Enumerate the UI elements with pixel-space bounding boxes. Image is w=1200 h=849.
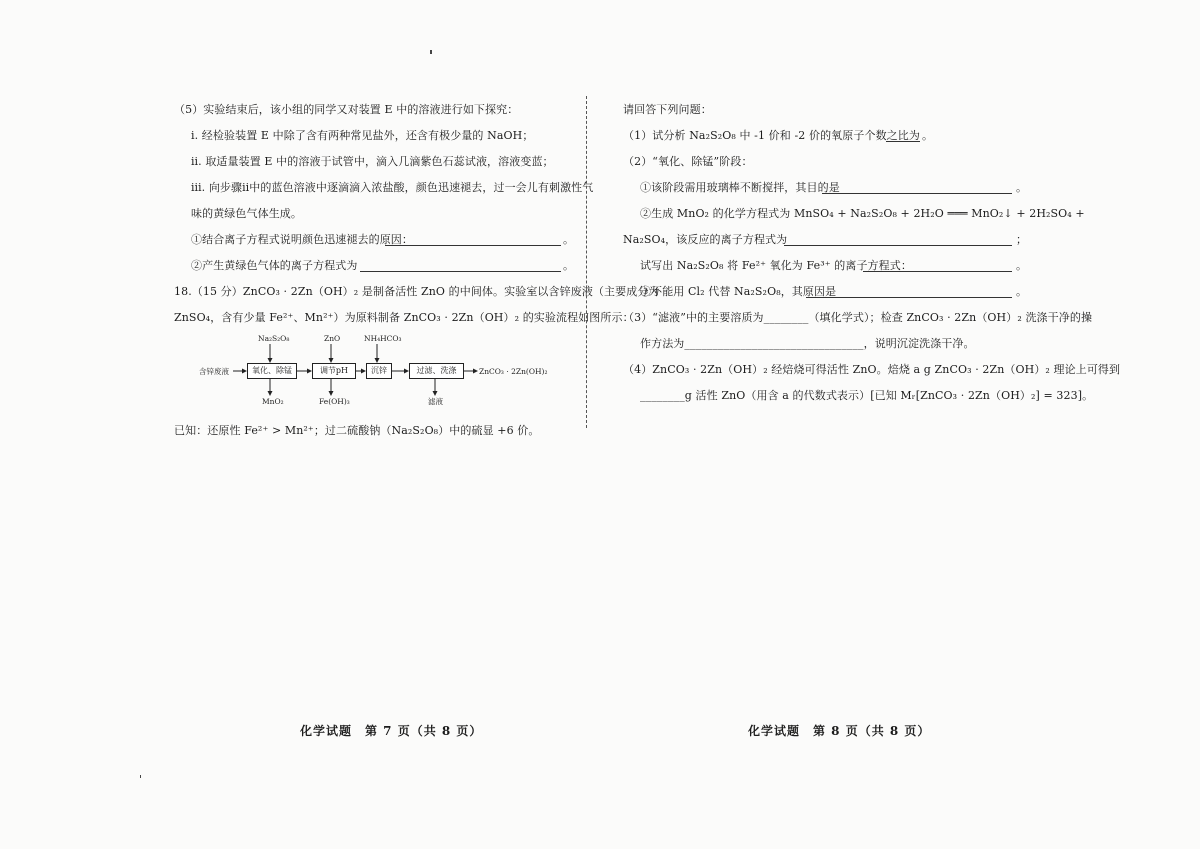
q5-sub2: ②产生黄绿色气体的离子方程式为 bbox=[191, 259, 358, 272]
q5-sub1: ①结合离子方程式说明颜色迅速褪去的原因： bbox=[191, 233, 413, 246]
answer-blank[interactable] bbox=[806, 297, 1012, 298]
q4-cont: ________g 活性 ZnO（用含 a 的代数式表示）[已知 Mᵣ[ZnCO₃ · 2Zn（OH）₂] = 323]。 bbox=[640, 389, 1094, 402]
product-label: Fe(OH)₃ bbox=[319, 397, 350, 406]
reagent-label: Na₂S₂O₈ bbox=[258, 334, 290, 343]
answer-blank[interactable] bbox=[784, 245, 1012, 246]
flow-step-oxidize: 氧化、除锰 bbox=[247, 363, 297, 379]
q5-step-i: ⅰ. 经检验装置 E 中除了含有两种常见盐外，还含有极少量的 NaOH； bbox=[191, 129, 534, 142]
period: 。 bbox=[1016, 285, 1028, 298]
reagent-label: ZnO bbox=[324, 334, 341, 343]
q18-line1: 18.（15 分）ZnCO₃ · 2Zn（OH）₂ 是制备活性 ZnO 的中间体。实验室以含锌废液（主要成分为 bbox=[174, 285, 660, 298]
period: 。 bbox=[563, 233, 575, 246]
scan-mark bbox=[140, 775, 141, 778]
page-divider bbox=[586, 96, 587, 428]
q3-cont: 作方法为________________________________，说明沉淀洗涤干净。 bbox=[640, 337, 975, 350]
q2-sub3: ③不能用 Cl₂ 代替 Na₂S₂O₈，其原因是 bbox=[640, 285, 837, 298]
flow-step-filter: 过滤、洗涤 bbox=[409, 363, 464, 379]
q2-sub2-cont: Na₂SO₄，该反应的离子方程式为 bbox=[623, 233, 788, 246]
product-label: MnO₂ bbox=[262, 397, 284, 406]
q1: （1）试分析 Na₂S₂O₈ 中 -1 价和 -2 价的氧原子个数之比为 bbox=[623, 129, 920, 142]
right-page bbox=[588, 0, 1200, 849]
q18-line2: ZnSO₄，含有少量 Fe²⁺、Mn²⁺）为原料制备 ZnCO₃ · 2Zn（OH）₂ 的实验流程如图所示： bbox=[174, 311, 634, 324]
period: 。 bbox=[563, 259, 575, 272]
reagent-label: NH₄HCO₃ bbox=[364, 334, 402, 343]
product-label: 滤液 bbox=[428, 397, 443, 406]
right-intro: 请回答下列问题： bbox=[623, 103, 712, 116]
q18-known: 已知：还原性 Fe²⁺ > Mn²⁺；过二硫酸钠（Na₂S₂O₈）中的硫显 +6 价。 bbox=[174, 424, 540, 437]
flow-input: 含锌废液 bbox=[199, 367, 229, 376]
period: 。 bbox=[922, 129, 934, 142]
page-footer: 化学试题 第 7 页（共 8 页） bbox=[300, 724, 483, 738]
answer-blank[interactable] bbox=[822, 193, 1012, 194]
q3: （3）“滤液”中的主要溶质为________（填化学式）；检查 ZnCO₃ · 2Zn（OH）₂ 洗涤干净的操 bbox=[623, 311, 1093, 324]
answer-blank[interactable] bbox=[863, 271, 1012, 272]
q2-sub1: ①该阶段需用玻璃棒不断搅拌，其目的是 bbox=[640, 181, 840, 194]
q2-sub2-iron: 试写出 Na₂S₂O₈ 将 Fe²⁺ 氧化为 Fe³⁺ 的离子方程式： bbox=[640, 259, 912, 272]
q4: （4）ZnCO₃ · 2Zn（OH）₂ 经焙烧可得活性 ZnO。焙烧 a g ZnCO₃ · 2Zn（OH）₂ 理论上可得到 bbox=[623, 363, 1121, 376]
q5-intro: （5）实验结束后，该小组的同学又对装置 E 中的溶液进行如下探究： bbox=[174, 103, 519, 116]
answer-blank[interactable] bbox=[886, 141, 920, 142]
semicolon: ； bbox=[1016, 233, 1028, 246]
flow-step-precipitate: 沉锌 bbox=[366, 363, 392, 379]
flow-output: ZnCO₃ · 2Zn(OH)₂ bbox=[479, 367, 548, 376]
q5-step-iii-cont: 味的黄绿色气体生成。 bbox=[191, 207, 302, 220]
flow-arrows bbox=[0, 0, 588, 420]
period: 。 bbox=[1016, 259, 1028, 272]
q5-step-ii: ⅱ. 取适量装置 E 中的溶液于试管中，滴入几滴紫色石蕊试液，溶液变蓝； bbox=[191, 155, 554, 168]
q2-title: （2）“氧化、除锰”阶段： bbox=[623, 155, 753, 168]
flow-step-ph: 调节pH bbox=[312, 363, 356, 379]
q2-sub2: ②生成 MnO₂ 的化学方程式为 MnSO₄ + Na₂S₂O₈ + 2H₂O ═══ MnO₂↓ + 2H₂SO₄ + bbox=[640, 207, 1085, 220]
period: 。 bbox=[1016, 181, 1028, 194]
page-footer: 化学试题 第 8 页（共 8 页） bbox=[748, 724, 931, 738]
q5-step-iii: ⅲ. 向步骤ⅱ中的蓝色溶液中逐滴滴入浓盐酸，颜色迅速褪去，过一会儿有刺激性气 bbox=[191, 181, 594, 194]
